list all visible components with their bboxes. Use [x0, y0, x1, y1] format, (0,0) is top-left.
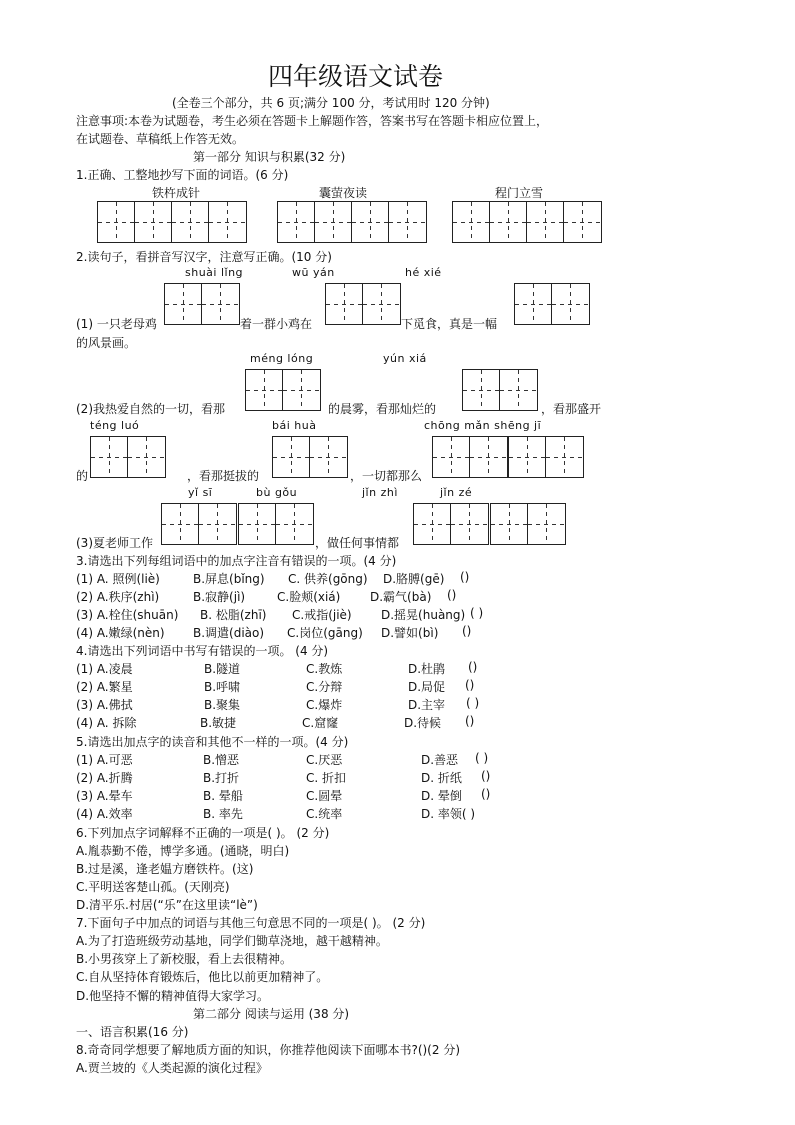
q4-row-4-d: D.待候 — [404, 716, 442, 730]
q4-row-3-c: C.爆炸 — [306, 698, 343, 712]
q5-row-3-c: C.圆晕 — [306, 789, 343, 803]
q5-row-3-d: D. 晕倒 — [421, 789, 462, 803]
notice-line-1: 注意事项:本卷为试题卷，考生必须在答题卡上解题作答，答案书写在答题卡相应位置上， — [76, 114, 549, 128]
q4-row-2-b: B.呼啸 — [204, 680, 241, 694]
q4-row-1-blank: () — [468, 660, 478, 674]
q7-option-b: B.小男孩穿上了新校服，看上去很精神。 — [76, 952, 293, 966]
q3-row-4-a: (4) A.嫩绿(nèn) — [76, 626, 165, 640]
q2-s2a: (2)我热爱自然的一切，看那 — [76, 402, 225, 416]
q6-option-b: B.过是溪，逢老媪方磨铁杵。(这) — [76, 862, 254, 876]
q4-row-4-c: C.窟窿 — [302, 716, 339, 730]
q5-row-2-d: D. 折纸 — [421, 771, 462, 785]
q4-row-2-d: D.局促 — [408, 680, 446, 694]
pinyin-2: wū yán — [292, 266, 335, 279]
q3-row-3-a: (3) A.栓住(shuān) — [76, 608, 179, 622]
pinyin-7: bái huà — [272, 419, 317, 432]
pinyin-4: méng lóng — [250, 352, 314, 365]
q5-prompt: 5.请选出加点字的读音和其他不一样的一项。(4 分) — [76, 735, 349, 749]
q3-row-4-c: C.岗位(gāng) — [287, 626, 363, 640]
q5-row-4-d: D. 率领( ) — [421, 807, 476, 821]
q4-row-3-b: B.聚集 — [204, 698, 241, 712]
answer-grid-wuyan[interactable] — [325, 283, 401, 325]
q4-row-2-a: (2) A.繁星 — [76, 680, 133, 694]
q2-s2c: ，看那盛开 — [541, 402, 602, 416]
q1-word-1: 铁杵成针 — [152, 186, 201, 200]
q3-row-2-blank: () — [447, 588, 457, 602]
part2-heading: 第二部分 阅读与运用 (38 分) — [193, 1007, 350, 1021]
q1-word-2: 囊萤夜读 — [319, 186, 368, 200]
q2-s3b: ，做任何事情都 — [315, 536, 400, 550]
q5-row-2-blank: () — [481, 769, 491, 783]
answer-grid-yunxia[interactable] — [462, 369, 538, 411]
q7-prompt: 7.下面句子中加点的词语与其他三句意思不同的一项是( )。 (2 分) — [76, 916, 426, 930]
answer-grid-shuailing[interactable] — [164, 283, 240, 325]
q5-row-2-c: C. 折扣 — [306, 771, 347, 785]
q2-s2e: ，看那挺拔的 — [187, 469, 260, 483]
q7-option-a: A.为了打造班级劳动基地，同学们锄草浇地，越干越精神。 — [76, 934, 388, 948]
pinyin-1: shuài lǐng — [185, 266, 244, 279]
q5-row-3-a: (3) A.晕车 — [76, 789, 133, 803]
q3-row-3-b: B. 松脂(zhī) — [200, 608, 267, 622]
q2-s2f: ，一切都那么 — [350, 469, 423, 483]
pinyin-6: téng luó — [90, 419, 140, 432]
pinyin-12: jǐn zé — [440, 486, 473, 499]
answer-grid-hexie[interactable] — [514, 283, 590, 325]
q3-prompt: 3.请选出下列每组词语中的加点字注音有错误的一项。(4 分) — [76, 554, 397, 568]
q5-row-1-c: C.厌恶 — [306, 753, 343, 767]
q6-prompt: 6.下列加点字词解释不正确的一项是( )。 (2 分) — [76, 826, 330, 840]
answer-grid-yisi[interactable] — [161, 503, 237, 545]
q2-s1b: 着一群小鸡在 — [240, 317, 313, 331]
q3-row-2-b: B.寂静(jì) — [193, 590, 246, 604]
q3-row-2-c: C.脸颊(xiá) — [277, 590, 341, 604]
q2-s1d: 的风景画。 — [76, 336, 137, 350]
answer-grid-menglong[interactable] — [245, 369, 321, 411]
q3-row-3-d: D.摇晃(huàng) — [381, 608, 466, 622]
notice-line-2: 在试题卷、草稿纸上作答无效。 — [76, 132, 245, 146]
q3-row-2-a: (2) A.秩序(zhì) — [76, 590, 160, 604]
q4-row-2-blank: () — [465, 678, 475, 692]
q5-row-2-b: B.打折 — [203, 771, 240, 785]
part1-heading: 第一部分 知识与积累(32 分) — [193, 150, 346, 164]
answer-grid-jinzhi[interactable] — [413, 503, 489, 545]
answer-grid-bugou[interactable] — [238, 503, 314, 545]
q5-row-4-a: (4) A.效率 — [76, 807, 133, 821]
q2-s1c: 下觅食，真是一幅 — [401, 317, 498, 331]
pinyin-11: jǐn zhì — [362, 486, 398, 499]
q3-row-2-d: D.霸气(bà) — [370, 590, 432, 604]
q5-row-4-c: C.统率 — [306, 807, 343, 821]
q3-row-1-d: D.胳膊(gē) — [383, 572, 445, 586]
q4-row-3-blank: ( ) — [466, 696, 480, 710]
answer-grid-shengji[interactable] — [508, 436, 584, 478]
section-heading: 一、语言积累(16 分) — [76, 1025, 189, 1039]
q2-s2b: 的晨雾，看那灿烂的 — [328, 402, 437, 416]
q7-option-c: C.自从坚持体育锻炼后，他比以前更加精神了。 — [76, 970, 329, 984]
q5-row-1-d: D.善恶 — [421, 753, 459, 767]
pinyin-10: bù gǒu — [256, 486, 298, 499]
q5-row-1-a: (1) A.可恶 — [76, 753, 133, 767]
q4-row-3-d: D.主宰 — [408, 698, 446, 712]
answer-grid-chongman[interactable] — [432, 436, 508, 478]
q7-option-d: D.他坚持不懈的精神值得大家学习。 — [76, 989, 270, 1003]
q3-row-4-d: D.譬如(bì) — [381, 626, 439, 640]
q3-row-3-blank: ( ) — [470, 606, 484, 620]
q4-row-1-a: (1) A.凌晨 — [76, 662, 133, 676]
q3-row-4-blank: () — [462, 624, 472, 638]
q3-row-3-c: C.戒指(jiè) — [292, 608, 352, 622]
q3-row-1-blank: () — [460, 570, 470, 584]
q8-prompt: 8.奇奇同学想要了解地质方面的知识，你推荐他阅读下面哪本书?()(2 分) — [76, 1043, 460, 1057]
q5-row-4-b: B. 率先 — [203, 807, 243, 821]
q4-row-1-b: B.隧道 — [204, 662, 241, 676]
writing-grid-q1-1[interactable] — [97, 201, 247, 243]
q4-row-1-d: D.杜鹃 — [408, 662, 446, 676]
q6-option-c: C.平明送客楚山孤。(天刚亮) — [76, 880, 230, 894]
q4-row-4-a: (4) A. 拆除 — [76, 716, 137, 730]
q2-s1a: (1) 一只老母鸡 — [76, 317, 157, 331]
q2-s2d: 的 — [76, 469, 89, 483]
answer-grid-jinze[interactable] — [490, 503, 566, 545]
q3-row-4-b: B.调遣(diào) — [193, 626, 265, 640]
q5-row-1-blank: ( ) — [475, 751, 489, 765]
writing-grid-q1-2[interactable] — [277, 201, 427, 243]
q6-option-a: A.胤恭勤不倦，博学多通。(通晓，明白) — [76, 844, 290, 858]
q5-row-2-a: (2) A.折腾 — [76, 771, 133, 785]
q1-word-3: 程门立雪 — [495, 186, 544, 200]
pinyin-3: hé xié — [405, 266, 442, 279]
pinyin-9: yǐ sī — [188, 486, 213, 499]
q5-row-1-b: B.憎恶 — [203, 753, 240, 767]
answer-grid-tengluo[interactable] — [90, 436, 166, 478]
answer-grid-baihua[interactable] — [272, 436, 348, 478]
q3-row-1-a: (1) A. 照例(liè) — [76, 572, 160, 586]
q3-row-1-c: C. 供养(gōng) — [288, 572, 368, 586]
writing-grid-q1-3[interactable] — [452, 201, 602, 243]
q5-row-3-b: B. 晕船 — [203, 789, 243, 803]
q4-row-4-b: B.敏捷 — [200, 716, 237, 730]
q4-row-1-c: C.教炼 — [306, 662, 343, 676]
q5-row-3-blank: () — [481, 787, 491, 801]
q6-option-d: D.清平乐.村居(“乐”在这里读“lè”) — [76, 898, 258, 912]
pinyin-8: chōng mǎn shēng jī — [424, 419, 542, 432]
pinyin-5: yún xiá — [383, 352, 427, 365]
q2-s3a: (3)夏老师工作 — [76, 536, 153, 550]
q4-row-2-c: C.分辩 — [306, 680, 343, 694]
page-title: 四年级语文试卷 — [268, 62, 444, 91]
q4-row-4-blank: () — [465, 714, 475, 728]
q2-prompt: 2.读句子，看拼音写汉字，注意写正确。(10 分) — [76, 250, 332, 264]
q1-prompt: 1.正确、工整地抄写下面的词语。(6 分) — [76, 168, 289, 182]
q3-row-1-b: B.屏息(bǐng) — [193, 572, 265, 586]
q4-prompt: 4.请选出下列词语中书写有错误的一项。 (4 分) — [76, 644, 329, 658]
q8-option-a: A.贾兰坡的《人类起源的演化过程》 — [76, 1061, 268, 1075]
q4-row-3-a: (3) A.佛拭 — [76, 698, 133, 712]
exam-info: (全卷三个部分，共 6 页;满分 100 分，考试用时 120 分钟) — [172, 96, 490, 110]
